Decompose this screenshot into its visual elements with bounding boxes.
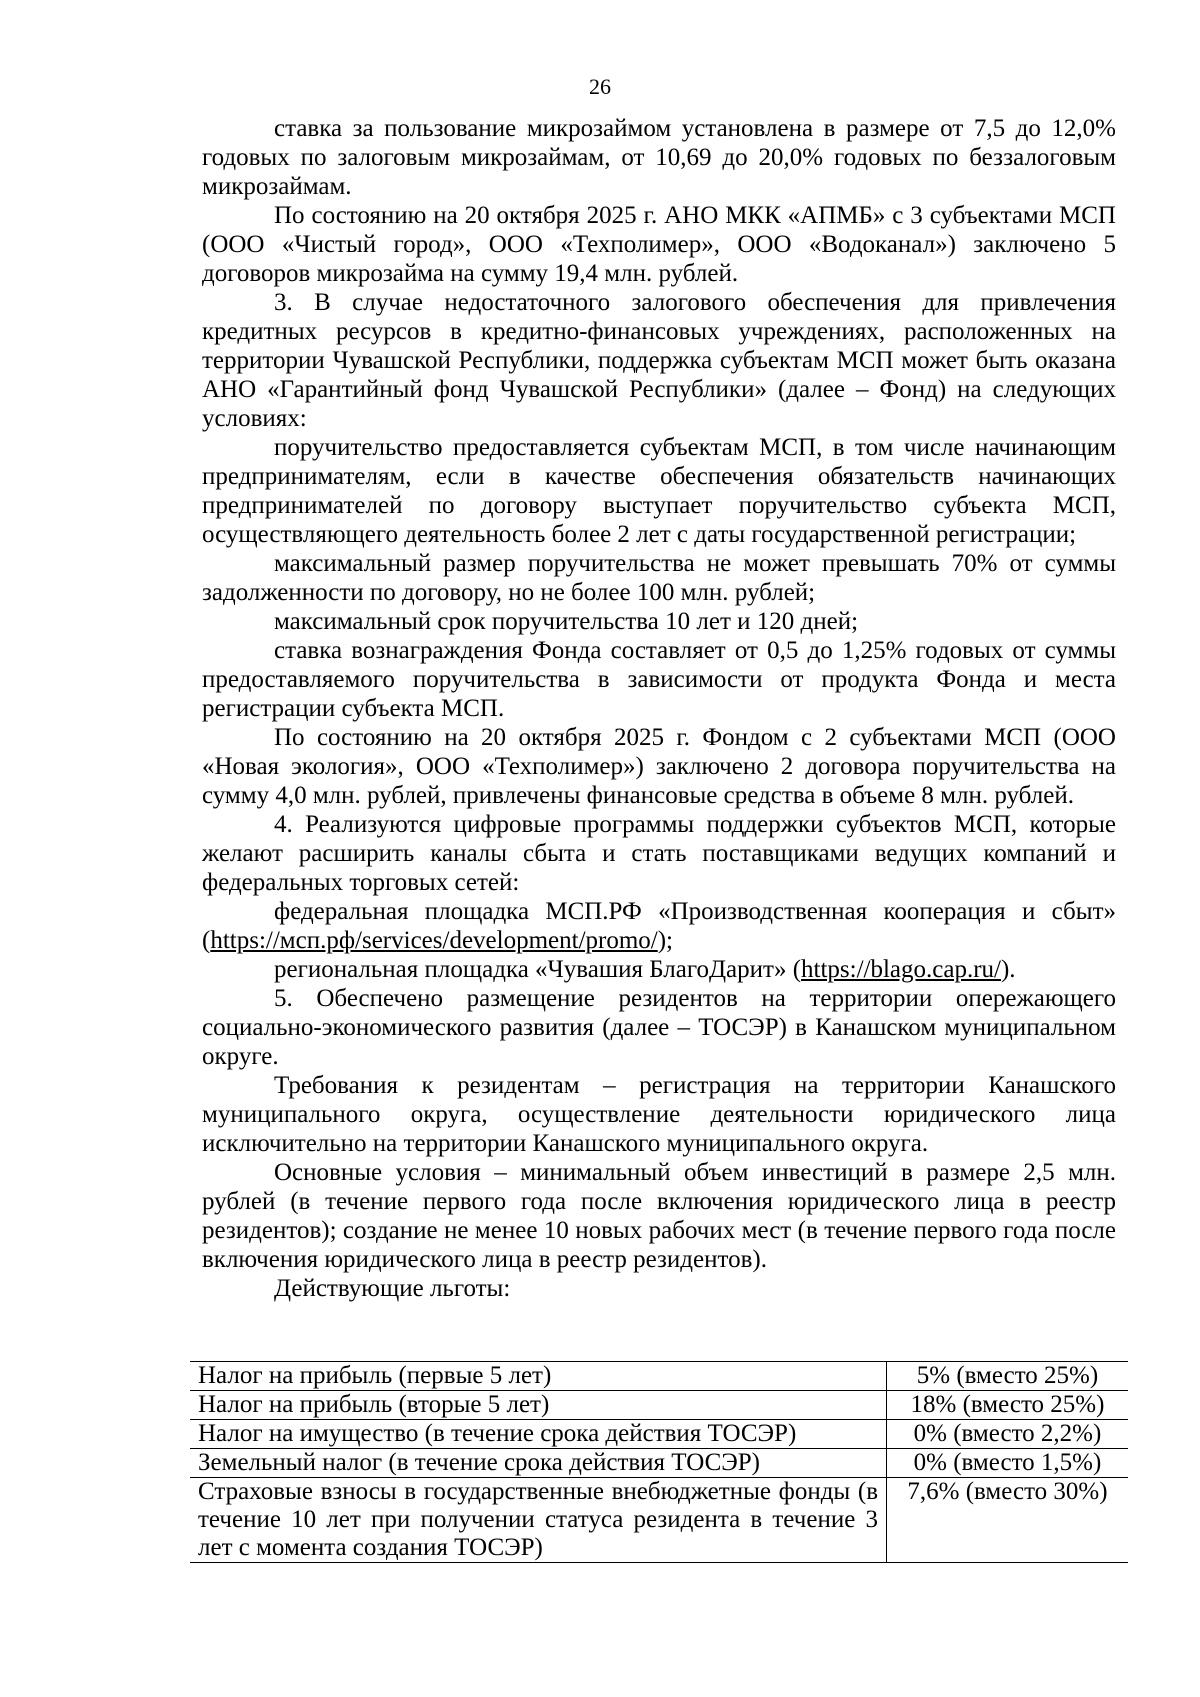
paragraph-federal-platform: федеральная площадка МСП.РФ «Производственная кооперация и сбыт» (https://мсп.рф/services/development/promo/); <box>202 898 1116 954</box>
paragraph-guarantee-condition-2: максимальный размер поручительства не может превышать 70% от суммы задолженности по договору, но не более 100 млн. рублей; <box>202 550 1116 606</box>
benefit-name: Налог на прибыль (вторые 5 лет) <box>190 1391 887 1420</box>
regional-platform-link[interactable]: https://blago.cap.ru/ <box>801 956 1001 983</box>
paragraph-guarantee-condition-4: ставка вознаграждения Фонда составляет от 0,5 до 1,25% годовых от суммы предоставляемого поручительства в зависимости от продукта Фонда и места регистрации субъекта МСП. <box>202 637 1116 722</box>
paragraph-microloan-rate: ставка за пользование микрозаймом установлена в размере от 7,5 до 12,0% годовых по залоговым микрозаймам, от 10,69 до 20,0% годовых по беззалоговым микрозаймам. <box>202 115 1116 200</box>
paragraph-guarantee-condition-1: поручительство предоставляется субъектам МСП, в том числе начинающим предпринимателям, если в качестве обеспечения обязательств начинающих предпринимателей по договору выступает поручительство субъекта МСП, осуществляющего деятельность более 2 лет с даты государственной регистрации; <box>202 434 1116 548</box>
paragraph-digital-programs: 4. Реализуются цифровые программы поддержки субъектов МСП, которые желают расширить каналы сбыта и стать поставщиками ведущих компаний и федеральных торговых сетей: <box>202 811 1116 896</box>
table-row <box>190 1478 1128 1563</box>
paragraph-guarantee-status: По состоянию на 20 октября 2025 г. Фондом с 2 субъектами МСП (ООО «Новая экология», ООО «Техполимер») заключено 2 договора поручительства на сумму 4,0 млн. рублей, привлечены финансовые средства в объеме 8 млн. рублей. <box>202 724 1116 809</box>
table-row <box>190 1391 1128 1420</box>
benefit-value: 7,6% (вместо 30%) <box>887 1478 1129 1563</box>
benefits-table <box>190 1361 1128 1563</box>
paragraph-benefits-heading: Действующие льготы: <box>274 1275 511 1302</box>
benefit-name: Налог на прибыль (первые 5 лет) <box>190 1362 887 1391</box>
paragraph-resident-requirements: Требования к резидентам – регистрация на территории Канашского муниципального округа, осуществление деятельности юридического лица исключительно на территории Канашского муниципального округа. <box>202 1072 1116 1157</box>
page-number: 26 <box>589 74 611 99</box>
table-row <box>190 1449 1128 1478</box>
paragraph-tosar: 5. Обеспечено размещение резидентов на территории опережающего социально-экономического развития (далее – ТОСЭР) в Канашском муниципальном округе. <box>202 985 1116 1070</box>
benefit-value: 0% (вместо 1,5%) <box>887 1449 1129 1478</box>
federal-platform-link[interactable]: https://мсп.рф/services/development/promo/ <box>210 927 658 954</box>
paragraph-regional-platform: региональная площадка «Чувашия БлагоДарит» (https://blago.cap.ru/). <box>274 956 1016 983</box>
benefit-value: 5% (вместо 25%) <box>887 1362 1129 1391</box>
table-row <box>190 1420 1128 1449</box>
paragraph-microloan-status: По состоянию на 20 октября 2025 г. АНО МКК «АПМБ» с 3 субъектами МСП (ООО «Чистый город», ООО «Техполимер», ООО «Водоканал») заключено 5 договоров микрозайма на сумму 19,4 млн. рублей. <box>202 202 1116 287</box>
document-body <box>202 114 1116 1303</box>
table-row <box>190 1362 1128 1391</box>
paragraph-guarantee-condition-3: максимальный срок поручительства 10 лет и 120 дней; <box>274 608 859 635</box>
benefit-value: 18% (вместо 25%) <box>887 1391 1129 1420</box>
benefit-name: Налог на имущество (в течение срока действия ТОСЭР) <box>190 1420 887 1449</box>
benefit-value: 0% (вместо 2,2%) <box>887 1420 1129 1449</box>
paragraph-basic-conditions: Основные условия – минимальный объем инвестиций в размере 2,5 млн. рублей (в течение первого года после включения юридического лица в реестр резидентов); создание не менее 10 новых рабочих мест (в течение первого года после включения юридического лица в реестр резидентов). <box>202 1159 1116 1273</box>
benefit-name: Земельный налог (в течение срока действия ТОСЭР) <box>190 1449 887 1478</box>
benefit-name: Страховые взносы в государственные внебюджетные фонды (в течение 10 лет при получении статуса резидента в течение 3 лет с момента создания ТОСЭР) <box>190 1478 887 1563</box>
paragraph-guarantee-fund: 3. В случае недостаточного залогового обеспечения для привлечения кредитных ресурсов в кредитно-финансовых учреждениях, расположенных на территории Чувашской Республики, поддержка субъектам МСП может быть оказана АНО «Гарантийный фонд Чувашской Республики» (далее – Фонд) на следующих условиях: <box>202 289 1116 432</box>
